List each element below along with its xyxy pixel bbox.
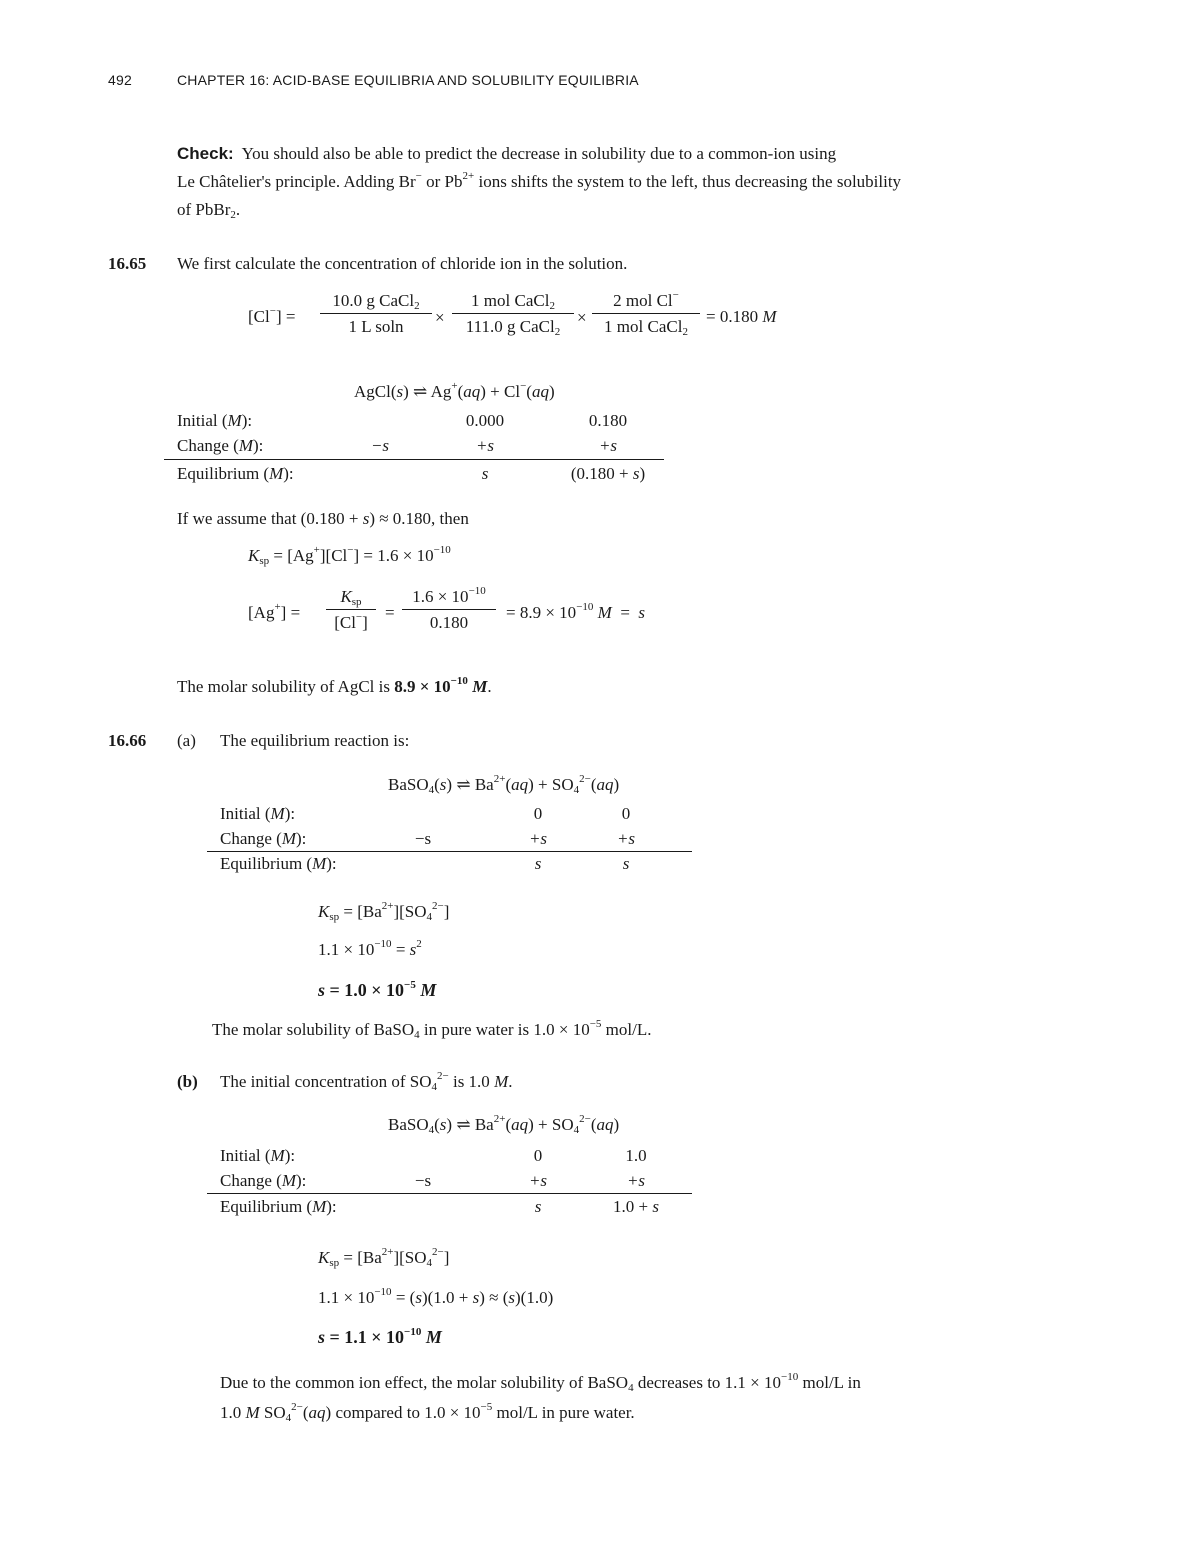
denominator: 0.180 [429,613,469,632]
numerator: 1 mol CaCl$_2$ [452,291,574,314]
fraction-ksp-over-cl [326,587,376,633]
ice-row-equilibrium-label: Equilibrium (M): [220,854,337,873]
denominator: 1 L soln [348,317,404,336]
check-text: or Pb [421,172,463,191]
part-intro: The equilibrium reaction is: [220,731,410,750]
ag-lhs: [Ag+] = [248,601,301,622]
problem-number: 16.65 [108,254,147,273]
ice-row-initial-label: Initial (M): [220,1146,296,1165]
ice-row-initial-label: Initial (M): [177,411,253,430]
denominator: 111.0 g CaCl$_2$ [465,317,561,338]
problem-number: 16.66 [108,731,147,750]
chapter-title: CHAPTER 16: ACID-BASE EQUILIBRIA AND SOLUBILITY EQUILIBRIA [177,72,639,88]
ksp-value-line: $1.1 \times 10^{-10} = (s)(1.0 + s) \approx (s)(1.0)$ [318,1286,554,1307]
times-sign: × [435,308,445,327]
ice-change-so4: +s [616,829,636,848]
fraction-values [402,587,496,633]
ice-change-ba: +s [528,1171,548,1190]
ice-table-rule [207,1193,692,1194]
numerator: $1.6 \times 10^{-10}$ [402,587,496,610]
part-a-conclusion: The molar solubility of BaSO$_4$ in pure water is $1.0 \times 10^{-5}$ mol/L. [212,1018,652,1041]
page-number: 492 [108,72,132,88]
cl-result: = 0.180 M [706,307,777,326]
ice-initial-ba: 0 [533,804,543,823]
check-text: ions shifts the system to the left, thus decreasing the solubility [474,172,902,191]
check-line-1 [177,140,901,168]
ice-change-cl: +s [598,436,618,455]
baso4-equation: BaSO$_4$(s) ⇌ $Ba^{2+}(aq) + SO_4^{2-}(aq)$ [388,1113,620,1136]
ksp-value-line: $1.1 \times 10^{-10} = s^2$ [318,938,422,959]
solubility-result: $s = 1.0 \times 10^{-5}$ M [318,979,437,1000]
ice-row-change-label: Change (M): [177,436,264,455]
ice-change-ag: +s [475,436,495,455]
fraction-mass-per-volume [320,291,432,337]
problem-intro: We first calculate the concentration of chloride ion in the solution. [177,254,628,273]
ice-initial-ag: 0.000 [465,411,505,430]
check-text: You should also be able to predict the decrease in solubility due to a common-ion using [241,144,837,163]
ice-equil-ba: s [534,1197,542,1216]
ice-change-solid: −s [414,1171,432,1190]
ice-equil-ba: s [534,854,542,873]
superscript: − [415,170,422,182]
numerator: 10.0 g CaCl$_2$ [320,291,432,314]
part-label: (b) [177,1072,198,1091]
ice-equil-so4: s [622,854,630,873]
ice-equil-so4: 1.0 + s [613,1197,659,1216]
check-text: of PbBr [177,200,231,219]
ice-initial-so4: 1.0 [625,1146,647,1165]
check-paragraph [177,140,901,224]
ice-table-rule [164,459,664,460]
subscript: 2 [230,209,236,221]
conclusion-line-1: Due to the common ion effect, the molar solubility of BaSO$_4$ decreases to $1.1 \times 10^{-10}$ mol/L in [220,1371,861,1394]
ice-initial-cl: 0.180 [588,411,628,430]
denominator: 1 mol CaCl$_2$ [604,317,688,338]
text: ] = [275,307,296,326]
numerator: 2 mol Cl− [592,291,700,314]
ag-result: = $8.9 \times 10^{-10}$ M = s [506,601,646,622]
check-text: . [235,200,241,219]
part-intro: The initial concentration of $SO_4^{2-}$ is 1.0 M. [220,1070,513,1093]
part-label: (a) [177,731,196,750]
ice-change-so4: +s [626,1171,646,1190]
check-label: Check: [177,144,234,163]
agcl-conclusion: The molar solubility of AgCl is $8.9 \times 10^{-10}$ M. [177,675,492,696]
part-b-conclusion [220,1368,861,1428]
baso4-equation: BaSO$_4$(s) ⇌ $Ba^{2+}(aq) + SO_4^{2-}(aq)$ [388,773,620,796]
ksp-expression: $K_{sp} = [Ba^{2+}][SO_4^{2-}]$ [318,900,450,923]
ksp-expression: $K_{sp} = [Ag^+][Cl^-] = 1.6 \times 10^{-10}$ [248,544,451,567]
fraction-molar-mass [452,291,574,337]
check-text: Le Châtelier's principle. Adding Br [177,172,416,191]
numerator: $K_{sp}$ [326,587,376,610]
ice-initial-ba: 0 [533,1146,543,1165]
ice-row-initial-label: Initial (M): [220,804,296,823]
ice-initial-so4: 0 [621,804,631,823]
ice-equil-cl: (0.180 + s) [570,464,646,483]
ice-change-ba: +s [528,829,548,848]
agcl-equation: AgCl(s) ⇌ Ag+(aq) + Cl−(aq) [354,380,555,401]
ice-row-equilibrium-label: Equilibrium (M): [220,1197,337,1216]
text: [Cl [248,307,270,326]
ice-equil-ag: s [481,464,489,483]
assumption-text: If we assume that (0.180 + s) ≈ 0.180, then [177,509,469,528]
solubility-result: $s = 1.1 \times 10^{-10}$ M [318,1326,442,1347]
check-line-3 [177,196,901,224]
equals-sign: = [385,603,395,622]
ice-row-equilibrium-label: Equilibrium (M): [177,464,294,483]
times-sign: × [577,308,587,327]
cl-lhs [248,307,295,327]
superscript: 2+ [462,170,475,182]
ice-change-solid: −s [370,436,390,455]
check-line-2 [177,168,901,196]
ice-change-solid: −s [414,829,432,848]
ice-table-rule [207,851,692,852]
ice-row-change-label: Change (M): [220,829,307,848]
conclusion-line-2: 1.0 M $SO_4^{2-}(aq)$ compared to $1.0 \times 10^{-5}$ mol/L in pure water. [220,1401,635,1424]
superscript: − [269,305,276,317]
fraction-mole-ratio [592,291,700,337]
ice-row-change-label: Change (M): [220,1171,307,1190]
ksp-expression: $K_{sp} = [Ba^{2+}][SO_4^{2-}]$ [318,1246,450,1269]
denominator: [Cl−] [334,611,368,632]
